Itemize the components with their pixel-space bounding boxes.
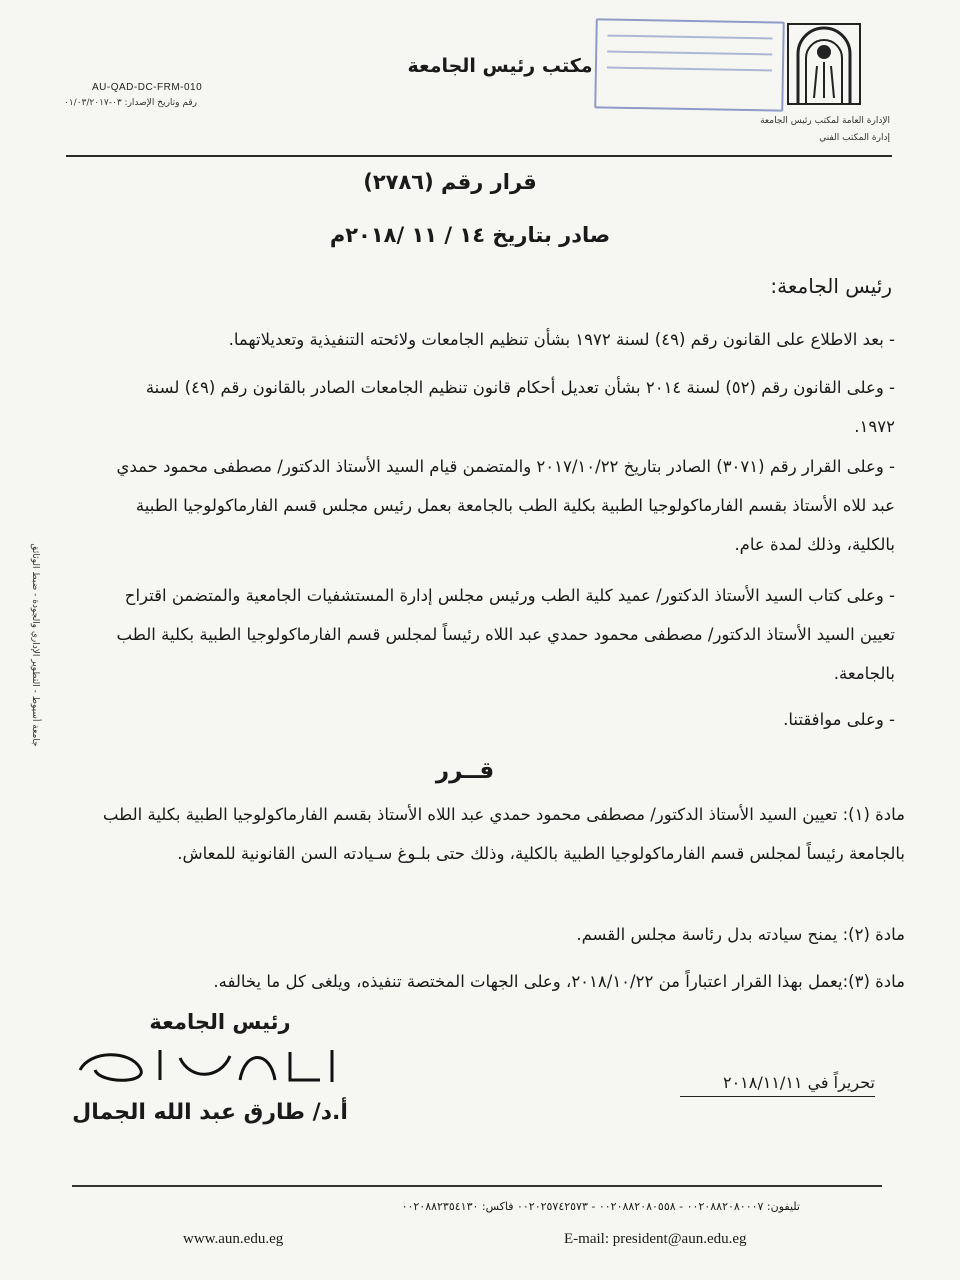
preamble-item: - وعلى موافقتنا. (783, 710, 895, 729)
preamble-heading: رئيس الجامعة: (770, 274, 892, 298)
blue-stamp (594, 18, 785, 111)
decision-number: قرار رقم (٢٧٨٦) (363, 170, 537, 194)
side-document-control-note: جامعة أسيوط - التطوير الإداري والجودة - ضبط الوثائق (30, 543, 40, 747)
preamble-item: - وعلى القرار رقم (٣٠٧١) الصادر بتاريخ ٢٠١٧/١٠/٢٢ والمتضمن قيام السيد الأستاذ الدكتور/ مصطفى محمود حمدي عبد للاه الأستاذ بقسم الفارماكولوجيا الطبية بكلية الطب بالجامعة بعمل رئيس مجلس قسم الفارماكولوجيا الطبية بالكلية، وذلك لمدة عام. (116, 457, 895, 554)
preamble-item: - بعد الاطلاع على القانون رقم (٤٩) لسنة ١٩٧٢ بشأن تنظيم الجامعات ولائحته التنفيذية وتعديلاتهما. (228, 330, 895, 349)
technical-office-line: إدارة المكتب الفني (819, 133, 890, 143)
contact-numbers: تليفون: ٠٠٢٠٨٨٢٠٨٠٠٠٧ - ٠٠٢٠٨٨٢٠٨٠٥٥٨ - ٠٠٢٠٢٥٧٤٢٥٧٣ فاكس: ٠٠٢٠٨٨٢٣٥٤١٣٠ (401, 1200, 800, 1213)
article-2: مادة (٢): يمنح سيادته بدل رئاسة مجلس القسم. (576, 925, 905, 944)
signatory-title: رئيس الجامعة (149, 1010, 291, 1034)
resolution-heading: قــرر (435, 758, 495, 784)
office-title: مكتب رئيس الجامعة (407, 55, 593, 77)
preamble-item: - وعلى القانون رقم (٥٢) لسنة ٢٠١٤ بشأن تعديل أحكام قانون تنظيم الجامعات الصادر بالقانون رقم (٤٩) لسنة ١٩٧٢. (145, 378, 895, 436)
footer-divider (72, 1185, 882, 1187)
header-divider (66, 155, 892, 157)
decision-date: صادر بتاريخ ١٤ / ١١ /٢٠١٨م (329, 223, 611, 247)
email-link[interactable]: E-mail: president@aun.edu.eg (564, 1231, 747, 1247)
admin-office-line: الإدارة العامة لمكتب رئيس الجامعة (760, 116, 890, 126)
form-issue-date: رقم وتاريخ الإصدار: ٠٣-٠١/٠٣/٢٠١٧ (64, 98, 198, 108)
handwritten-signature (70, 1040, 350, 1090)
form-code: AU-QAD-DC-FRM-010 (92, 82, 203, 93)
preamble-item: - وعلى كتاب السيد الأستاذ الدكتور/ عميد كلية الطب ورئيس مجلس إدارة المستشفيات الجامعية والمتضمن اقتراح تعيين السيد الأستاذ الدكتور/ مصطفى محمود حمدي عبد اللاه رئيساً لمجلس قسم الفارماكولوجيا الطبية بكلية الطب بالجامعة. (116, 586, 895, 683)
written-date: تحريراً في ٢٠١٨/١١/١١ (680, 1073, 875, 1097)
website-link[interactable]: www.aun.edu.eg (183, 1231, 284, 1247)
signatory-name: أ.د/ طارق عبد الله الجمال (72, 1100, 348, 1125)
article-3: مادة (٣):يعمل بهذا القرار اعتباراً من ٢٠١٨/١٠/٢٢، وعلى الجهات المختصة تنفيذه، ويلغى كل ما يخالفه. (213, 972, 905, 991)
university-logo-icon (784, 20, 864, 106)
article-1: مادة (١): تعيين السيد الأستاذ الدكتور/ مصطفى محمود حمدي عبد اللاه الأستاذ بقسم الفارماكولوجيا الطبية بكلية الطب بالجامعة رئيساً لمجلس قسم الفارماكولوجيا الطبية بالكلية، وذلك حتى بلـوغ سـيادته السن القانونية للمعاش. (102, 805, 905, 863)
